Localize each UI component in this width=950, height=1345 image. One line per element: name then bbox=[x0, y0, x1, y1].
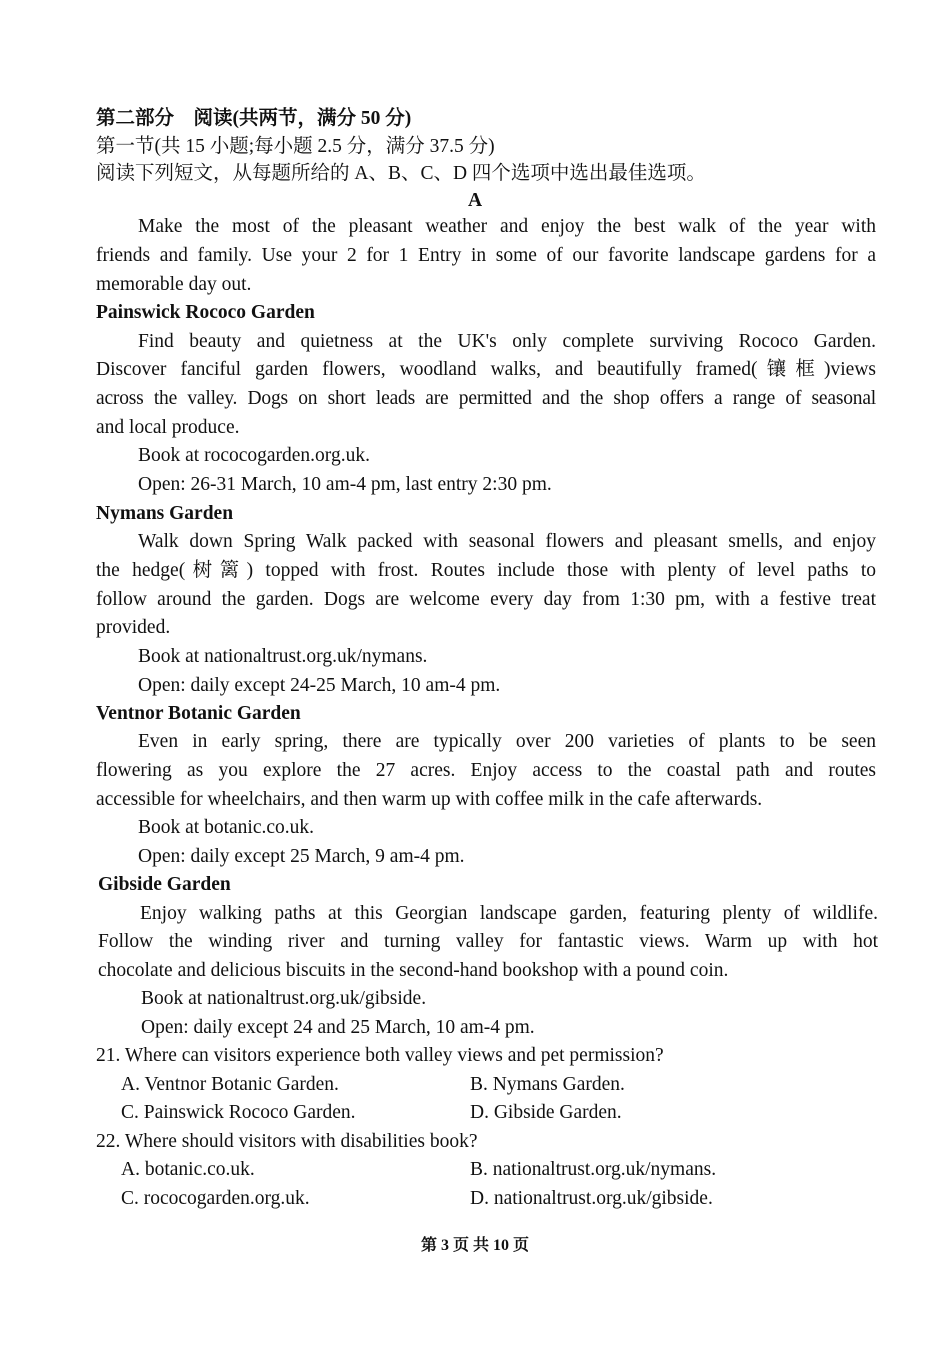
garden-text-line: Enjoy walking paths at this Georgian landscape garden, featuring plenty of wildlife. bbox=[140, 903, 878, 924]
option-d[interactable]: D. nationaltrust.org.uk/gibside. bbox=[470, 1188, 713, 1209]
garden-text-line: provided. bbox=[96, 617, 171, 638]
garden-text-line: Even in early spring, there are typically over 200 varieties of plants to be seen bbox=[138, 731, 876, 752]
section-heading: 第一节(共 15 小题;每小题 2.5 分，满分 37.5 分) bbox=[96, 136, 495, 157]
page-number: 第 3 页 共 10 页 bbox=[420, 1237, 529, 1254]
garden-open-line: Open: daily except 25 March, 9 am-4 pm. bbox=[138, 846, 465, 867]
option-d[interactable]: D. Gibside Garden. bbox=[470, 1102, 622, 1123]
garden-text-line: across the valley. Dogs on short leads are permitted and the shop offers a range of seasonal bbox=[96, 388, 876, 409]
garden-title: Painswick Rococo Garden bbox=[96, 302, 315, 323]
option-a[interactable]: A. botanic.co.uk. bbox=[121, 1159, 255, 1180]
question-stem: 22. Where should visitors with disabilities book? bbox=[96, 1131, 478, 1152]
garden-text-line: Follow the winding river and turning valley for fantastic views. Warm up with hot bbox=[98, 931, 878, 952]
garden-text-line: Walk down Spring Walk packed with seasonal flowers and pleasant smells, and enjoy bbox=[138, 531, 876, 552]
part-heading: 第二部分 阅读(共两节，满分 50 分) bbox=[96, 108, 412, 129]
garden-title: Gibside Garden bbox=[98, 874, 231, 895]
garden-text-line: flowering as you explore the 27 acres. Enjoy access to the coastal path and routes bbox=[96, 760, 876, 781]
garden-text-line: chocolate and delicious biscuits in the second-hand bookshop with a pound coin. bbox=[98, 960, 729, 981]
garden-text-line: and local produce. bbox=[96, 417, 240, 438]
passage-label: A bbox=[467, 190, 483, 211]
garden-title: Nymans Garden bbox=[96, 503, 234, 524]
garden-book-line: Book at nationaltrust.org.uk/nymans. bbox=[138, 646, 428, 667]
option-b[interactable]: B. Nymans Garden. bbox=[470, 1074, 625, 1095]
garden-text-line: Discover fanciful garden flowers, woodland walks, and beautifully framed(镶框)views bbox=[96, 359, 876, 380]
garden-title: Ventnor Botanic Garden bbox=[96, 703, 301, 724]
option-c[interactable]: C. Painswick Rococo Garden. bbox=[121, 1102, 356, 1123]
garden-open-line: Open: 26-31 March, 10 am-4 pm, last entry 2:30 pm. bbox=[138, 474, 552, 495]
garden-open-line: Open: daily except 24 and 25 March, 10 am-4 pm. bbox=[141, 1017, 535, 1038]
question-stem: 21. Where can visitors experience both valley views and pet permission? bbox=[96, 1045, 664, 1066]
option-b[interactable]: B. nationaltrust.org.uk/nymans. bbox=[470, 1159, 717, 1180]
garden-text-line: follow around the garden. Dogs are welcome every day from 1:30 pm, with a festive treat bbox=[96, 589, 876, 610]
intro-line: memorable day out. bbox=[96, 274, 252, 295]
option-a[interactable]: A. Ventnor Botanic Garden. bbox=[121, 1074, 339, 1095]
garden-text-line: the hedge(树篱) topped with frost. Routes include those with plenty of level paths to bbox=[96, 560, 876, 581]
garden-book-line: Book at nationaltrust.org.uk/gibside. bbox=[141, 988, 427, 1009]
instruction-text: 阅读下列短文，从每题所给的 A、B、C、D 四个选项中选出最佳选项。 bbox=[96, 163, 706, 184]
intro-line: Make the most of the pleasant weather and enjoy the best walk of the year with bbox=[138, 216, 876, 237]
garden-book-line: Book at botanic.co.uk. bbox=[138, 817, 315, 838]
garden-text-line: Find beauty and quietness at the UK's only complete surviving Rococo Garden. bbox=[138, 331, 876, 352]
garden-open-line: Open: daily except 24-25 March, 10 am-4 pm. bbox=[138, 675, 501, 696]
option-c[interactable]: C. rococogarden.org.uk. bbox=[121, 1188, 310, 1209]
garden-text-line: accessible for wheelchairs, and then warm up with coffee milk in the cafe afterwards. bbox=[96, 789, 763, 810]
garden-book-line: Book at rococogarden.org.uk. bbox=[138, 445, 370, 466]
intro-line: friends and family. Use your 2 for 1 Entry in some of our favorite landscape gardens for a bbox=[96, 245, 876, 266]
